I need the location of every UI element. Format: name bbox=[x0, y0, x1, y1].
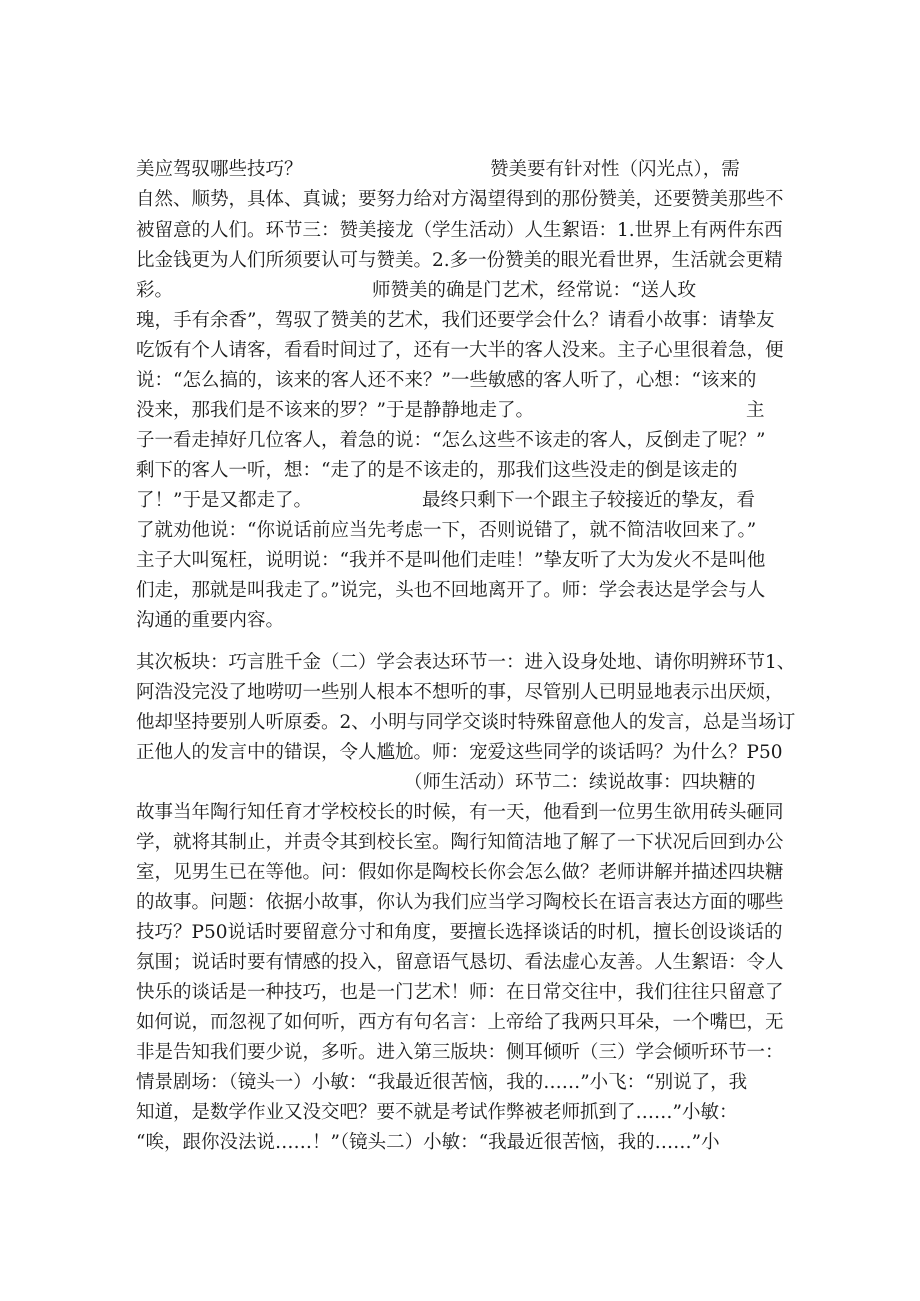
text-line: 非是告知我们要少说，多听。进入第三版块：侧耳倾听（三）学会倾听环节一： bbox=[136, 1042, 784, 1063]
text-line: 赞美要有针对性（闪光点），需 bbox=[490, 159, 740, 180]
text-line: 被留意的人们。环节三：赞美接龙（学生活动）人生絮语：1.世界上有两件东西 bbox=[136, 220, 783, 241]
text-line: 没来，那我们是不该来的罗？”于是静静地走了。 bbox=[136, 400, 534, 421]
text-line: 了就劝他说：“你说话前应当先考虑一下，否则说错了，就不简洁收回来了。” bbox=[136, 520, 757, 541]
text-line: “唉，跟你没法说……！”（镜头二）小敏：“我最近很苦恼，我的……”小 bbox=[136, 1132, 720, 1153]
text-line: 的故事。问题：依据小故事，你认为我们应当学习陶校长在语言表达方面的哪些 bbox=[136, 892, 784, 913]
text-line: 师赞美的确是门艺术，经常说：“送人玫 bbox=[372, 280, 696, 301]
text-line: 知道，是数学作业又没交吧？要不就是考试作弊被老师抓到了……”小敏： bbox=[136, 1102, 738, 1123]
text-line: 学，就将其制止，并责令其到校长室。陶行知简洁地了解了一下状况后回到办公 bbox=[136, 832, 784, 853]
text-line: 彩。 bbox=[136, 280, 174, 301]
text-line: 比金钱更为人们所须要认可与赞美。2.多一份赞美的眼光看世界，生活就会更精 bbox=[136, 250, 783, 271]
text-line: 情景剧场：（镜头一）小敏：“我最近很苦恼，我的……”小飞：“别说了，我 bbox=[136, 1072, 748, 1093]
text-line: 氛围；说话时要有情感的投入，留意语气恳切、看法虚心友善。人生絮语：令人 bbox=[136, 952, 784, 973]
text-line: 阿浩没完没了地唠叨一些别人根本不想听的事，尽管别人已明显地表示出厌烦， bbox=[136, 682, 784, 703]
text-line: 技巧？P50说话时要留意分寸和角度，要擅长选择谈话的时机，擅长创设谈话的 bbox=[136, 922, 783, 943]
text-line: 他却坚持要别人听原委。2、小明与同学交谈时特殊留意他人的发言，总是当场订 bbox=[136, 712, 796, 733]
text-line: 最终只剩下一个跟主子较接近的挚友，看 bbox=[422, 490, 756, 511]
text-line: 自然、顺势，具体、真诚；要努力给对方渴望得到的那份赞美，还要赞美那些不 bbox=[136, 189, 784, 210]
text-line: 如何说，而忽视了如何听，西方有句名言：上帝给了我两只耳朵，一个嘴巴，无 bbox=[136, 1012, 784, 1033]
text-line: 了！”于是又都走了。 bbox=[136, 490, 312, 511]
text-line: 故事当年陶行知任育才学校校长的时候，有一天，他看到一位男生欲用砖头砸同 bbox=[136, 802, 784, 823]
text-line: 主 bbox=[746, 400, 765, 421]
text-line: 剩下的客人一听，想：“走了的是不该走的，那我们这些没走的倒是该走的 bbox=[136, 460, 738, 481]
text-line: 说：“怎么搞的，该来的客人还不来？”一些敏感的客人听了，心想：“该来的 bbox=[136, 370, 757, 391]
text-line: 快乐的谈话是一种技巧，也是一门艺术！师：在日常交往中，我们往往只留意了 bbox=[136, 982, 784, 1003]
text-line: 其次板块：巧言胜千金（二）学会表达环节一：进入设身处地、请你明辨环节1、 bbox=[136, 652, 796, 673]
text-line: 吃饭有个人请客，看看时间过了，还有一大半的客人没来。主子心里很着急，便 bbox=[136, 340, 784, 361]
text-line: 沟通的重要内容。 bbox=[136, 610, 285, 631]
text-line: 主子大叫冤枉，说明说：“我并不是叫他们走哇！”挚友听了大为发火不是叫他 bbox=[136, 550, 766, 571]
text-line: （师生活动）环节二：续说故事：四块糖的 bbox=[404, 772, 756, 793]
text-line: 正他人的发言中的错误，令人尴尬。师：宠爱这些同学的谈话吗？为什么？P50 bbox=[136, 742, 783, 763]
text-line: 美应驾驭哪些技巧？ bbox=[136, 159, 303, 180]
text-line: 瑰，手有余香”，驾驭了赞美的艺术，我们还要学会什么？请看小故事：请挚友 bbox=[136, 310, 775, 331]
text-line: 子一看走掉好几位客人，着急的说：“怎么这些不该走的客人，反倒走了呢？” bbox=[136, 430, 766, 451]
text-line: 室，见男生已在等他。问：假如你是陶校长你会怎么做？老师讲解并描述四块糖 bbox=[136, 862, 784, 883]
text-line: 们走，那就是叫我走了。”说完，头也不回地离开了。师：学会表达是学会与人 bbox=[136, 580, 766, 601]
